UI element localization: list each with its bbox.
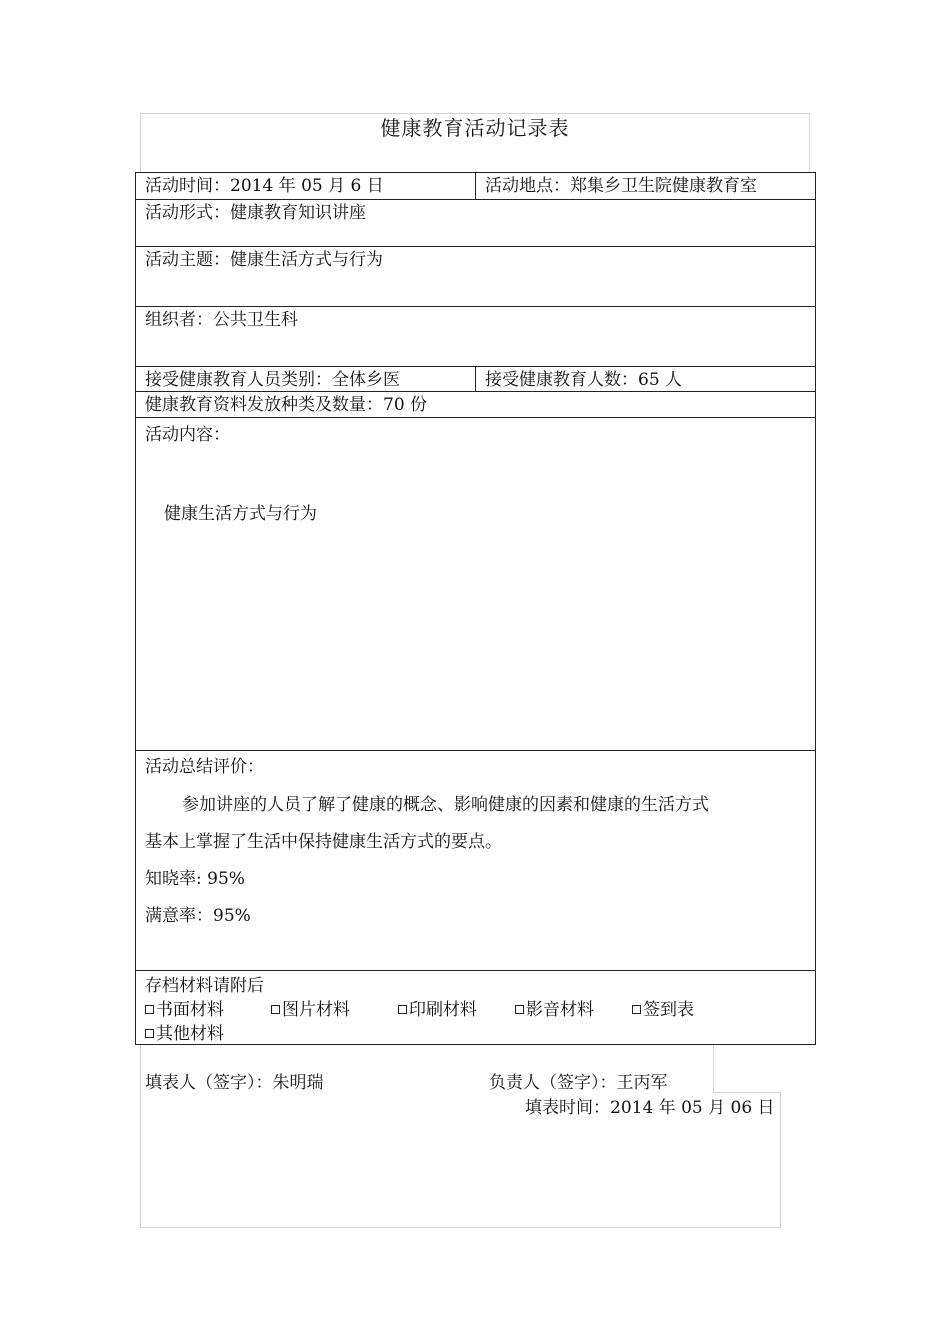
organizer: 组织者：公共卫生科 bbox=[145, 310, 298, 330]
faint-border-mid bbox=[713, 1045, 714, 1092]
archive-item-other[interactable]: 其他材料 bbox=[145, 1019, 224, 1044]
activity-theme: 活动主题：健康生活方式与行为 bbox=[145, 250, 383, 270]
awareness-rate: 知晓率: 95% bbox=[145, 869, 245, 889]
row-audience bbox=[136, 367, 815, 392]
summary-line-2: 基本上掌握了生活中保持健康生活方式的要点。 bbox=[145, 832, 502, 852]
filler-signature: 填表人（签字）：朱明瑞 bbox=[145, 1073, 324, 1093]
audience-count: 接受健康教育人数：65 人 bbox=[475, 367, 817, 391]
row-form bbox=[136, 200, 815, 247]
archive-item-printed[interactable]: 印刷材料 bbox=[398, 995, 477, 1020]
checkbox-icon[interactable] bbox=[398, 1005, 407, 1014]
row-organizer bbox=[136, 307, 815, 367]
fill-date: 填表时间：2014 年 05 月 06 日 bbox=[525, 1098, 775, 1118]
activity-time: 活动时间：2014 年 05 月 6 日 bbox=[145, 176, 384, 196]
faint-border-right-lower bbox=[780, 1092, 781, 1228]
activity-form: 活动形式：健康教育知识讲座 bbox=[145, 203, 366, 223]
row-materials bbox=[136, 392, 815, 418]
archive-item-pictures[interactable]: 图片材料 bbox=[271, 995, 350, 1020]
audience-type: 接受健康教育人员类别：全体乡医 bbox=[145, 370, 400, 390]
checkbox-icon[interactable] bbox=[145, 1029, 154, 1038]
faint-border-bottom bbox=[140, 1227, 781, 1228]
row-archive bbox=[136, 971, 815, 1044]
checkbox-icon[interactable] bbox=[145, 1005, 154, 1014]
checkbox-icon[interactable] bbox=[632, 1005, 641, 1014]
page-title: 健康教育活动记录表 bbox=[380, 116, 570, 140]
checkbox-icon[interactable] bbox=[271, 1005, 280, 1014]
archive-label: 存档材料请附后 bbox=[145, 976, 264, 996]
content-text: 健康生活方式与行为 bbox=[164, 504, 317, 524]
satisfaction-rate: 满意率：95% bbox=[145, 906, 251, 926]
row-content bbox=[136, 418, 815, 751]
archive-item-written[interactable]: 书面材料 bbox=[145, 995, 224, 1020]
checkbox-icon[interactable] bbox=[515, 1005, 524, 1014]
row-theme bbox=[136, 247, 815, 307]
row-summary bbox=[136, 751, 815, 971]
activity-place: 活动地点：郑集乡卫生院健康教育室 bbox=[475, 173, 817, 199]
archive-item-audiovisual[interactable]: 影音材料 bbox=[515, 995, 594, 1020]
materials-count: 健康教育资料发放种类及数量：70 份 bbox=[145, 395, 428, 415]
record-form bbox=[135, 172, 816, 1045]
row-time-place bbox=[136, 173, 815, 200]
summary-line-1: 参加讲座的人员了解了健康的概念、影响健康的因素和健康的生活方式 bbox=[182, 795, 709, 815]
faint-border-left-lower bbox=[140, 1045, 141, 1227]
responsible-signature: 负责人（签字）：王丙军 bbox=[489, 1073, 668, 1093]
archive-item-signin[interactable]: 签到表 bbox=[632, 995, 694, 1020]
summary-label: 活动总结评价： bbox=[145, 757, 264, 777]
content-label: 活动内容： bbox=[145, 425, 230, 445]
